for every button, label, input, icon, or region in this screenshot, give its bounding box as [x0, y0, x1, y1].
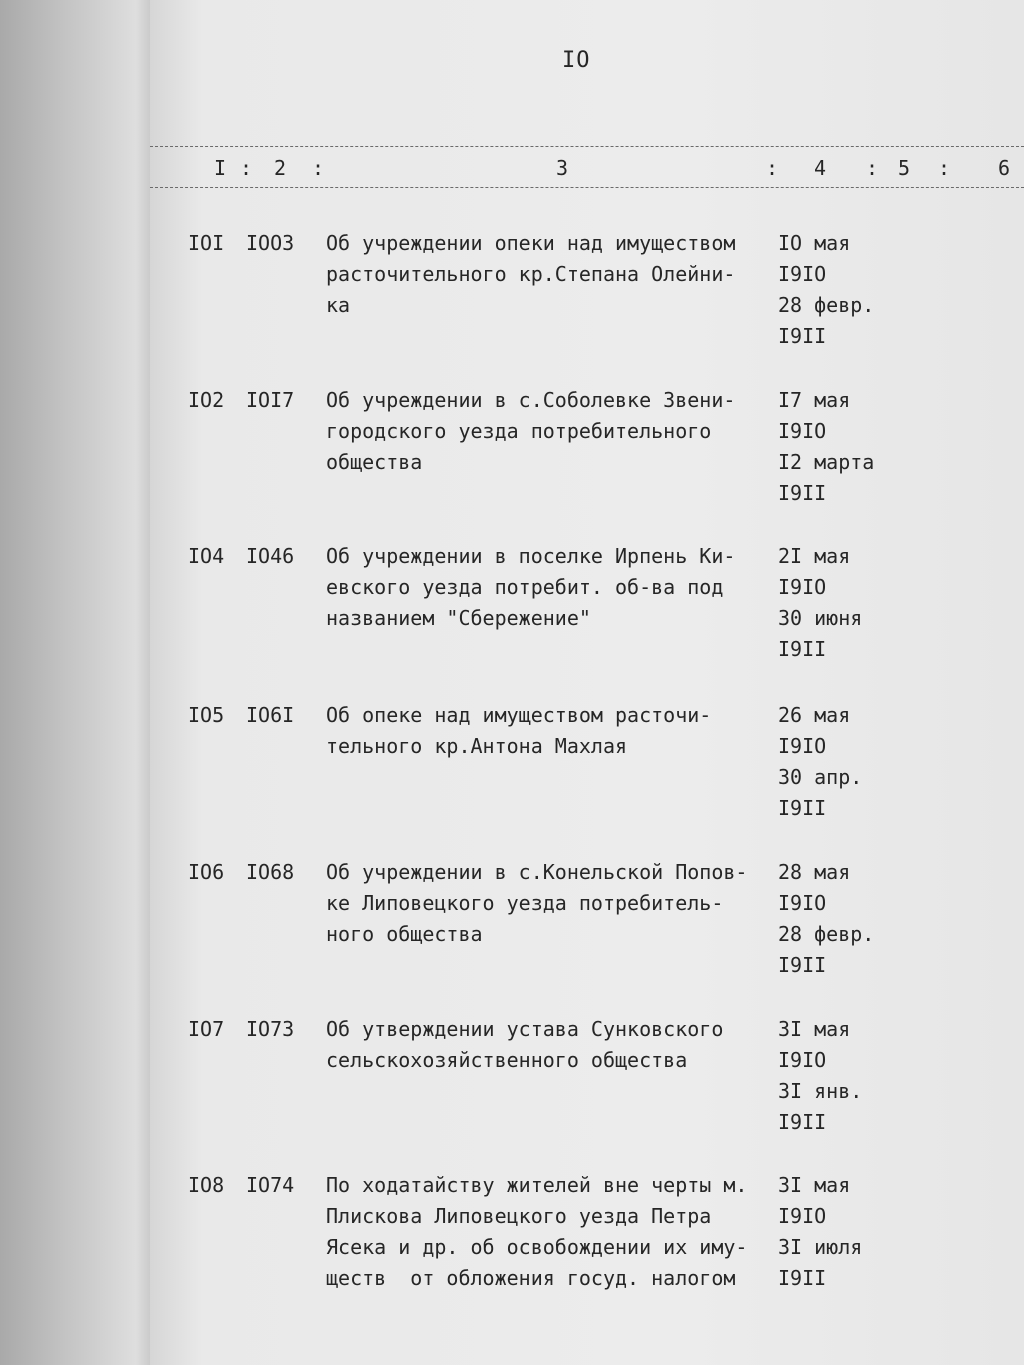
entry-doc-number: IOO3 — [246, 231, 295, 255]
entry-end-year: I9II — [778, 796, 827, 820]
entry-title-line: Об учреждении опеки над имуществом — [326, 231, 736, 255]
table-header — [150, 146, 1024, 188]
entry-doc-number: IO68 — [246, 860, 295, 884]
header-separator: : — [866, 156, 879, 180]
entry-end-year: I9II — [778, 324, 827, 348]
header-col-2: 2 — [274, 156, 287, 180]
entry-doc-number: IOI7 — [246, 388, 295, 412]
entry-title-line: Ясека и др. об освобождении их иму- — [326, 1235, 748, 1259]
entry-number: IO5 — [188, 703, 225, 727]
entry-title-line: тельного кр.Антона Махлая — [326, 734, 628, 758]
entry-dates — [778, 857, 898, 981]
entry-start-year: I9IO — [778, 262, 827, 286]
entry-title-line: городского уезда потребительного — [326, 419, 712, 443]
entry-start-year: I9IO — [778, 891, 827, 915]
entry-title-line: Об учреждении в поселке Ирпень Ки- — [326, 544, 736, 568]
entry-title — [326, 1170, 786, 1294]
header-separator: : — [312, 156, 325, 180]
entry-end-year: I9II — [778, 1266, 827, 1290]
entry-doc-number: IO6I — [246, 703, 295, 727]
entry-title-line: ного общества — [326, 922, 483, 946]
entry-end-date: 28 февр. — [778, 293, 875, 317]
entry-doc-number: IO46 — [246, 544, 295, 568]
entry-start-date: 28 мая — [778, 860, 851, 884]
entry-start-year: I9IO — [778, 1048, 827, 1072]
entry-title-line: названием "Сбережение" — [326, 606, 591, 630]
entry-number: IOI — [188, 231, 225, 255]
entry-dates — [778, 1014, 898, 1138]
entry-start-date: 3I мая — [778, 1017, 851, 1041]
document-page — [150, 0, 1024, 1365]
entry-title-line: Об утверждении устава Сунковского — [326, 1017, 724, 1041]
entry-title — [326, 1014, 786, 1076]
entry-title-line: общества — [326, 450, 423, 474]
entry-title — [326, 857, 786, 950]
entry-dates — [778, 541, 898, 665]
entry-end-year: I9II — [778, 953, 827, 977]
entry-end-date: 30 июня — [778, 606, 863, 630]
entry-start-year: I9IO — [778, 575, 827, 599]
header-separator: : — [766, 156, 779, 180]
book-gutter — [0, 0, 160, 1365]
entry-start-date: 2I мая — [778, 544, 851, 568]
page-number: IO — [562, 48, 591, 73]
entry-end-date: 28 февр. — [778, 922, 875, 946]
header-separator: : — [938, 156, 951, 180]
entry-end-date: 3I июля — [778, 1235, 863, 1259]
entry-title — [326, 541, 786, 634]
entry-end-date: I2 марта — [778, 450, 875, 474]
entry-start-year: I9IO — [778, 419, 827, 443]
entry-number: IO4 — [188, 544, 225, 568]
entry-title-line: ке Липовецкого уезда потребитель- — [326, 891, 724, 915]
entry-start-date: I7 мая — [778, 388, 851, 412]
entry-end-date: 30 апр. — [778, 765, 863, 789]
entry-title-line: По ходатайству жителей вне черты м. — [326, 1173, 748, 1197]
header-separator: : — [240, 156, 253, 180]
entry-number: IO2 — [188, 388, 225, 412]
entry-title-line: ка — [326, 293, 351, 317]
entry-title-line: Об опеке над имуществом расточи- — [326, 703, 712, 727]
header-col-4: 4 — [814, 156, 827, 180]
entry-end-year: I9II — [778, 1110, 827, 1134]
entry-title-line: ществ от обложения госуд. налогом — [326, 1266, 736, 1290]
entry-start-year: I9IO — [778, 1204, 827, 1228]
entry-dates — [778, 228, 898, 352]
entry-number: IO6 — [188, 860, 225, 884]
entry-title-line: расточительного кр.Степана Олейни- — [326, 262, 736, 286]
entry-title-line: евского уезда потребит. об-ва под — [326, 575, 724, 599]
entry-doc-number: IO73 — [246, 1017, 295, 1041]
entry-dates — [778, 385, 898, 509]
entry-end-year: I9II — [778, 481, 827, 505]
entry-doc-number: IO74 — [246, 1173, 295, 1197]
entry-start-date: IO мая — [778, 231, 851, 255]
entry-title — [326, 700, 786, 762]
header-col-3: 3 — [556, 156, 569, 180]
entry-start-date: 26 мая — [778, 703, 851, 727]
entry-start-date: 3I мая — [778, 1173, 851, 1197]
entry-end-year: I9II — [778, 637, 827, 661]
entry-end-date: 3I янв. — [778, 1079, 863, 1103]
header-col-6: 6 — [998, 156, 1011, 180]
entry-title-line: Об учреждении в с.Конельской Попов- — [326, 860, 748, 884]
entry-dates — [778, 1170, 898, 1294]
entry-title — [326, 228, 786, 321]
entry-number: IO7 — [188, 1017, 225, 1041]
entry-dates — [778, 700, 898, 824]
header-col-5: 5 — [898, 156, 911, 180]
entry-title-line: Об учреждении в с.Соболевке Звени- — [326, 388, 736, 412]
entry-title-line: Плискова Липовецкого уезда Петра — [326, 1204, 712, 1228]
header-col-1: I — [214, 156, 227, 180]
entry-start-year: I9IO — [778, 734, 827, 758]
entry-title-line: сельскохозяйственного общества — [326, 1048, 688, 1072]
entry-number: IO8 — [188, 1173, 225, 1197]
entry-title — [326, 385, 786, 478]
